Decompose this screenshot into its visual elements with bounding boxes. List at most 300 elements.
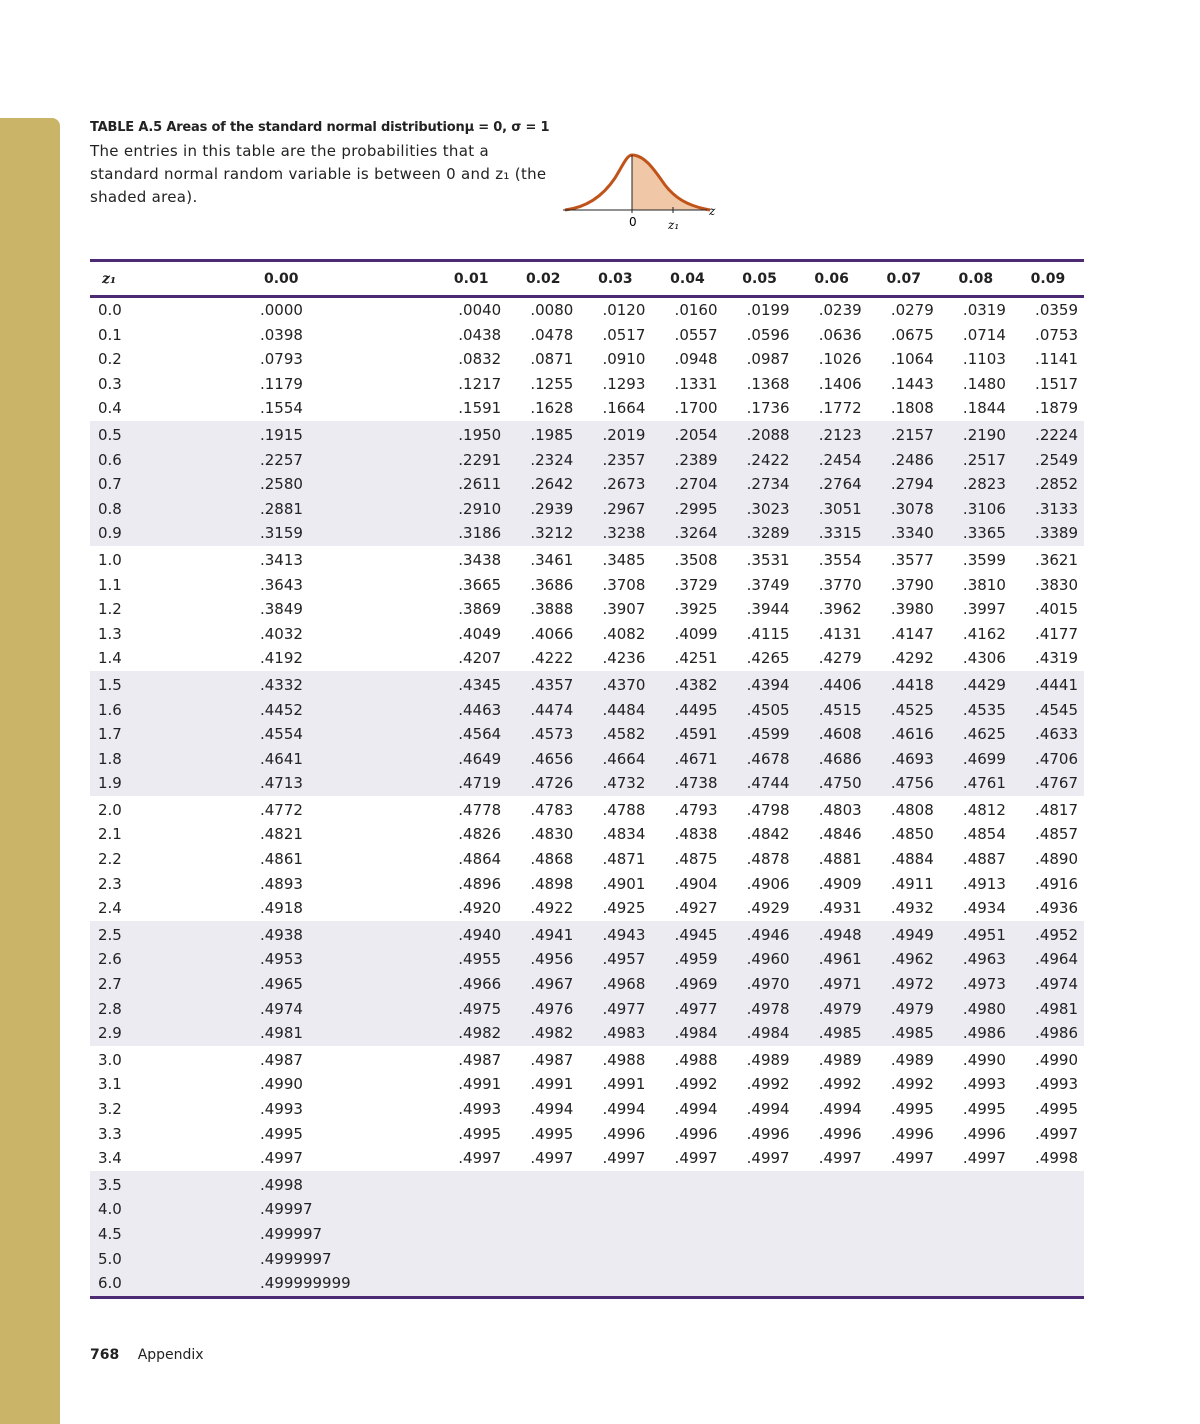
table-cell — [651, 1222, 723, 1247]
table-cell: .4686 — [796, 747, 868, 772]
table-cell: .4981 — [1012, 997, 1084, 1022]
table-cell: .4982 — [507, 1021, 579, 1046]
table-cell: .4996 — [818, 1124, 862, 1143]
table-cell: .0871 — [530, 350, 574, 369]
table-cell: .4066 — [530, 624, 574, 643]
table-cell: .0675 — [890, 325, 934, 344]
table-cell — [507, 1247, 579, 1272]
row-z-value: 1.2 — [98, 600, 122, 619]
table-cell: .4985 — [868, 1021, 940, 1046]
table-cell: .4909 — [818, 874, 862, 893]
table-cell: .4901 — [602, 874, 646, 893]
table-cell: .4394 — [724, 671, 796, 698]
table-cell: .2549 — [1012, 448, 1084, 473]
table-cell — [940, 1247, 1012, 1272]
table-cell — [579, 1171, 651, 1198]
table-cell: .4664 — [579, 747, 651, 772]
table-cell: .3212 — [507, 521, 579, 546]
table-cell: .4925 — [602, 899, 646, 918]
table-row — [90, 771, 1084, 796]
table-cell: .4798 — [746, 800, 790, 819]
table-cell: .4803 — [818, 800, 862, 819]
table-cell: .0987 — [746, 350, 790, 369]
table-row — [90, 671, 1084, 698]
row-z-value: 2.9 — [90, 1021, 172, 1046]
table-cell: .4898 — [530, 874, 574, 893]
table-cell — [796, 1222, 868, 1247]
table-row — [90, 1146, 1084, 1171]
table-cell: .4896 — [458, 874, 502, 893]
table-cell: .4977 — [651, 997, 723, 1022]
table-cell: .4192 — [260, 649, 303, 668]
table-cell: .4994 — [530, 1100, 574, 1118]
table-cell: .3340 — [868, 521, 940, 546]
table-cell — [940, 1197, 1012, 1222]
table-cell: .4382 — [651, 671, 723, 698]
table-cell: .3962 — [818, 600, 862, 619]
table-cell: .4992 — [674, 1075, 718, 1094]
table-cell: .0948 — [674, 350, 718, 369]
table-cell: .4564 — [435, 722, 507, 747]
table-cell: .4994 — [818, 1100, 862, 1118]
table-cell: .4756 — [868, 771, 940, 796]
table-cell: .4306 — [962, 649, 1006, 668]
table-cell: .4649 — [435, 747, 507, 772]
table-row — [90, 323, 1084, 348]
table-cell — [1012, 1247, 1084, 1272]
table-cell: .0438 — [458, 325, 502, 344]
table-row — [90, 698, 1084, 723]
table-cell: .4463 — [435, 698, 507, 723]
table-cell: .0636 — [818, 325, 862, 344]
table-cell: .4995 — [962, 1100, 1006, 1118]
table-cell: .4987 — [530, 1050, 574, 1069]
table-row — [90, 372, 1084, 397]
table-cell: .2910 — [435, 497, 507, 522]
table-cell: .4945 — [651, 921, 723, 948]
table-cell: .3106 — [940, 497, 1012, 522]
header-col-9: 0.09 — [1012, 261, 1084, 297]
table-cell: .4996 — [674, 1124, 718, 1143]
table-cell: .0793 — [260, 350, 303, 369]
table-cell: .4015 — [1035, 600, 1078, 619]
table-cell: .4332 — [172, 671, 435, 698]
table-cell: .2389 — [651, 448, 723, 473]
table-cell: .4292 — [890, 649, 934, 668]
table-cell: .4693 — [868, 747, 940, 772]
table-cell: .3790 — [890, 575, 934, 594]
row-z-value: 3.4 — [98, 1149, 122, 1168]
table-cell — [796, 1271, 868, 1297]
table-cell: .0000 — [260, 301, 303, 319]
table-row — [90, 573, 1084, 598]
row-z-value: 0.6 — [90, 448, 172, 473]
table-cell: .4975 — [435, 997, 507, 1022]
table-row — [90, 722, 1084, 747]
table-cell: .4955 — [435, 947, 507, 972]
table-cell — [507, 1197, 579, 1222]
row-z-value: 0.7 — [90, 472, 172, 497]
table-cell: .4967 — [507, 972, 579, 997]
table-cell: .4966 — [435, 972, 507, 997]
table-cell: .0279 — [890, 301, 934, 319]
table-cell: .49997 — [172, 1197, 435, 1222]
table-cell: .1331 — [674, 374, 718, 393]
table-cell: .4972 — [868, 972, 940, 997]
table-cell: .3599 — [962, 550, 1006, 569]
table-cell: .4977 — [579, 997, 651, 1022]
table-cell: .4319 — [1035, 649, 1078, 668]
table-cell: .2157 — [868, 421, 940, 448]
table-row — [90, 896, 1084, 921]
table-cell — [1012, 1197, 1084, 1222]
row-z-value: 2.3 — [98, 874, 122, 893]
table-cell: .3461 — [530, 550, 574, 569]
table-cell: .4678 — [724, 747, 796, 772]
table-row — [90, 1046, 1084, 1073]
table-cell: .4525 — [868, 698, 940, 723]
row-z-value: 3.5 — [90, 1171, 172, 1198]
zero-label: 0 — [629, 215, 637, 229]
row-z-value: 5.0 — [90, 1247, 172, 1272]
table-cell: .4997 — [674, 1149, 718, 1168]
table-cell — [435, 1271, 507, 1297]
table-cell: .4599 — [724, 722, 796, 747]
table-cell: .1103 — [962, 350, 1006, 369]
row-z-value: 2.8 — [90, 997, 172, 1022]
table-cell: .1443 — [890, 374, 934, 393]
table-cell: .3729 — [674, 575, 718, 594]
table-cell: .2019 — [579, 421, 651, 448]
table-cell: .0714 — [962, 325, 1006, 344]
table-cell: .0359 — [1035, 301, 1078, 319]
table-cell: .4788 — [602, 800, 646, 819]
table-caption — [90, 119, 550, 209]
table-cell: .4957 — [579, 947, 651, 972]
table-cell: .4608 — [796, 722, 868, 747]
table-cell: .4591 — [651, 722, 723, 747]
table-cell: .3980 — [890, 600, 934, 619]
table-cell: .4732 — [579, 771, 651, 796]
table-row — [90, 947, 1084, 972]
header-col-5: 0.05 — [724, 261, 796, 297]
table-cell: .4916 — [1035, 874, 1078, 893]
table-cell: .2486 — [868, 448, 940, 473]
table-cell: .4965 — [172, 972, 435, 997]
table-cell: .4994 — [746, 1100, 790, 1118]
table-cell: .4934 — [962, 899, 1006, 918]
table-cell: .0596 — [746, 325, 790, 344]
table-cell — [796, 1197, 868, 1222]
table-cell: .1950 — [435, 421, 507, 448]
table-cell: .4995 — [260, 1124, 303, 1143]
table-cell — [868, 1271, 940, 1297]
table-row — [90, 448, 1084, 473]
table-title: TABLE A.5 Areas of the standard normal distributionμ = 0, σ = 1 — [90, 120, 550, 135]
table-cell — [507, 1222, 579, 1247]
table-cell: .4726 — [507, 771, 579, 796]
table-cell: .3365 — [940, 521, 1012, 546]
table-cell: .2580 — [172, 472, 435, 497]
table-cell — [868, 1171, 940, 1198]
table-cell: .4974 — [1012, 972, 1084, 997]
table-cell: .2224 — [1012, 421, 1084, 448]
table-cell: .3849 — [260, 600, 303, 619]
table-cell: .3438 — [458, 550, 502, 569]
row-z-value: 0.5 — [90, 421, 172, 448]
table-cell: .4706 — [1012, 747, 1084, 772]
table-cell: .4978 — [724, 997, 796, 1022]
table-cell: .4991 — [602, 1075, 646, 1094]
header-col-3: 0.03 — [579, 261, 651, 297]
header-col-1: 0.01 — [435, 261, 507, 297]
table-cell — [796, 1247, 868, 1272]
table-cell: .4881 — [818, 850, 862, 869]
table-cell: .0239 — [818, 301, 862, 319]
table-cell: .4913 — [962, 874, 1006, 893]
table-cell: .4861 — [260, 850, 303, 869]
table-cell — [724, 1247, 796, 1272]
table-cell: .4115 — [746, 624, 790, 643]
table-cell: .4265 — [746, 649, 790, 668]
table-cell: .4236 — [602, 649, 646, 668]
table-cell: .4996 — [962, 1124, 1006, 1143]
table-cell: .4656 — [507, 747, 579, 772]
table-cell: .4976 — [507, 997, 579, 1022]
table-row — [90, 1171, 1084, 1198]
table-cell: .4951 — [940, 921, 1012, 948]
side-bar — [0, 118, 60, 1424]
table-cell: .4826 — [458, 825, 502, 844]
table-cell: .4545 — [1012, 698, 1084, 723]
table-cell: .4177 — [1035, 624, 1078, 643]
table-cell: .4960 — [724, 947, 796, 972]
table-cell: .3830 — [1035, 575, 1078, 594]
table-cell: .4979 — [868, 997, 940, 1022]
table-cell: .4988 — [674, 1050, 718, 1069]
table-cell: .4838 — [674, 825, 718, 844]
table-cell — [579, 1271, 651, 1297]
table-cell: .1406 — [818, 374, 862, 393]
row-z-value: 0.0 — [98, 301, 122, 319]
table-cell: .3485 — [602, 550, 646, 569]
page-number: 768 — [90, 1347, 120, 1363]
table-cell: .2881 — [172, 497, 435, 522]
table-cell: .4956 — [507, 947, 579, 972]
table-cell: .4986 — [1012, 1021, 1084, 1046]
table-row — [90, 472, 1084, 497]
table-cell — [940, 1171, 1012, 1198]
table-cell — [724, 1197, 796, 1222]
table-row — [90, 597, 1084, 622]
table-cell: .1879 — [1035, 399, 1078, 418]
header-col-8: 0.08 — [940, 261, 1012, 297]
table-cell: .2088 — [724, 421, 796, 448]
table-cell — [1012, 1222, 1084, 1247]
table-cell: .4973 — [940, 972, 1012, 997]
table-cell: .4948 — [796, 921, 868, 948]
table-cell: .4406 — [796, 671, 868, 698]
table-cell — [796, 1171, 868, 1198]
table-cell: .4857 — [1035, 825, 1078, 844]
table-cell: .4962 — [868, 947, 940, 972]
table-cell: .4854 — [962, 825, 1006, 844]
table-cell: .4970 — [724, 972, 796, 997]
table-cell: .4997 — [890, 1149, 934, 1168]
table-cell: .4995 — [890, 1100, 934, 1118]
table-cell: .3665 — [458, 575, 502, 594]
table-cell — [1012, 1171, 1084, 1198]
table-cell: .4949 — [868, 921, 940, 948]
table-cell: .2454 — [796, 448, 868, 473]
table-cell: .4991 — [458, 1075, 502, 1094]
table-row — [90, 646, 1084, 671]
table-cell: .4750 — [796, 771, 868, 796]
table-cell: .2734 — [724, 472, 796, 497]
table-cell: .4573 — [507, 722, 579, 747]
table-cell: .4999997 — [172, 1247, 435, 1272]
table-cell: .4974 — [172, 997, 435, 1022]
z1-label: z₁ — [668, 218, 680, 232]
table-cell: .4984 — [724, 1021, 796, 1046]
table-cell — [435, 1247, 507, 1272]
page-footer — [90, 1347, 204, 1363]
header-row — [90, 261, 1084, 297]
table-cell: .3577 — [890, 550, 934, 569]
table-cell: .3708 — [602, 575, 646, 594]
row-z-value: 6.0 — [90, 1271, 172, 1297]
table-cell: .4821 — [260, 825, 303, 844]
table-row — [90, 347, 1084, 372]
table-cell: .1368 — [746, 374, 790, 393]
table-cell: .4920 — [458, 899, 502, 918]
table-cell: .499997 — [172, 1222, 435, 1247]
table-cell: .4251 — [674, 649, 718, 668]
table-row — [90, 1072, 1084, 1097]
table-cell: .0478 — [530, 325, 574, 344]
table-cell: .2257 — [172, 448, 435, 473]
table-cell: .3554 — [818, 550, 862, 569]
table-cell: .4147 — [890, 624, 934, 643]
row-z-value: 1.3 — [98, 624, 122, 643]
table-cell: .3315 — [796, 521, 868, 546]
table-cell: .0557 — [674, 325, 718, 344]
table-cell — [651, 1271, 723, 1297]
table-cell: .4418 — [868, 671, 940, 698]
row-z-value: 1.4 — [98, 649, 122, 668]
table-cell: .3023 — [724, 497, 796, 522]
table-cell: .3643 — [260, 575, 303, 594]
table-row — [90, 497, 1084, 522]
table-cell: .4868 — [530, 850, 574, 869]
table-cell: .2704 — [651, 472, 723, 497]
normal-curve-diagram — [555, 143, 725, 235]
table-cell: .4996 — [746, 1124, 790, 1143]
table-cell: .4495 — [651, 698, 723, 723]
table-cell: .3078 — [868, 497, 940, 522]
table-cell: .4793 — [674, 800, 718, 819]
row-z-value: 2.7 — [90, 972, 172, 997]
table-cell: .4929 — [746, 899, 790, 918]
table-cell: .4904 — [674, 874, 718, 893]
header-col-6: 0.06 — [796, 261, 868, 297]
table-cell: .3621 — [1035, 550, 1078, 569]
table-cell: .0120 — [602, 301, 646, 319]
table-cell: .4850 — [890, 825, 934, 844]
table-cell: .3925 — [674, 600, 718, 619]
table-cell: .4969 — [651, 972, 723, 997]
table-cell: .1664 — [602, 399, 646, 418]
table-cell: .4991 — [530, 1075, 574, 1094]
table-cell: .4995 — [1035, 1100, 1078, 1118]
table-cell: .4719 — [435, 771, 507, 796]
table-cell — [651, 1171, 723, 1198]
table-cell: .3888 — [530, 600, 574, 619]
table-cell: .4990 — [962, 1050, 1006, 1069]
table-cell: .0832 — [458, 350, 502, 369]
table-cell: .4744 — [724, 771, 796, 796]
table-cell: .4817 — [1035, 800, 1078, 819]
table-row — [90, 997, 1084, 1022]
row-z-value: 3.3 — [98, 1124, 122, 1143]
shaded-area — [632, 155, 705, 210]
table-cell: .4988 — [602, 1050, 646, 1069]
table-cell — [435, 1222, 507, 1247]
row-z-value: 1.0 — [98, 550, 122, 569]
table-cell: .1293 — [602, 374, 646, 393]
table-cell: .4535 — [940, 698, 1012, 723]
table-cell: .4515 — [796, 698, 868, 723]
table-cell: .4484 — [579, 698, 651, 723]
table-cell: .4995 — [530, 1124, 574, 1143]
table-cell — [724, 1171, 796, 1198]
table-cell — [579, 1197, 651, 1222]
table-cell: .1736 — [746, 399, 790, 418]
table-cell: .4927 — [674, 899, 718, 918]
table-cell: .2852 — [1012, 472, 1084, 497]
table-cell — [507, 1171, 579, 1198]
table-cell: .3869 — [458, 600, 502, 619]
row-z-value: 3.2 — [98, 1100, 122, 1118]
table-cell: .3413 — [260, 550, 303, 569]
row-z-value: 3.0 — [98, 1050, 122, 1069]
table-cell: .1480 — [962, 374, 1006, 393]
table-cell: .4875 — [674, 850, 718, 869]
table-cell: .4980 — [940, 997, 1012, 1022]
table-cell: .4996 — [890, 1124, 934, 1143]
table-cell: .4922 — [530, 899, 574, 918]
row-z-value: 1.6 — [90, 698, 172, 723]
table-cell: .1141 — [1035, 350, 1078, 369]
table-cell — [579, 1247, 651, 1272]
table-cell — [724, 1222, 796, 1247]
table-cell: .2673 — [579, 472, 651, 497]
table-cell: .4761 — [940, 771, 1012, 796]
table-cell: .2794 — [868, 472, 940, 497]
table-cell: .4996 — [602, 1124, 646, 1143]
row-z-value: 0.4 — [98, 399, 122, 418]
row-z-value: 2.0 — [98, 800, 122, 819]
table-cell: .4959 — [651, 947, 723, 972]
normal-distribution-table — [90, 259, 1084, 1299]
table-row — [90, 396, 1084, 421]
table-cell: .499999999 — [172, 1271, 435, 1297]
row-z-value: 2.2 — [98, 850, 122, 869]
table-cell: .4989 — [818, 1050, 862, 1069]
table-cell: .1844 — [962, 399, 1006, 418]
table-cell: .4990 — [1035, 1050, 1078, 1069]
table-cell: .1628 — [530, 399, 574, 418]
